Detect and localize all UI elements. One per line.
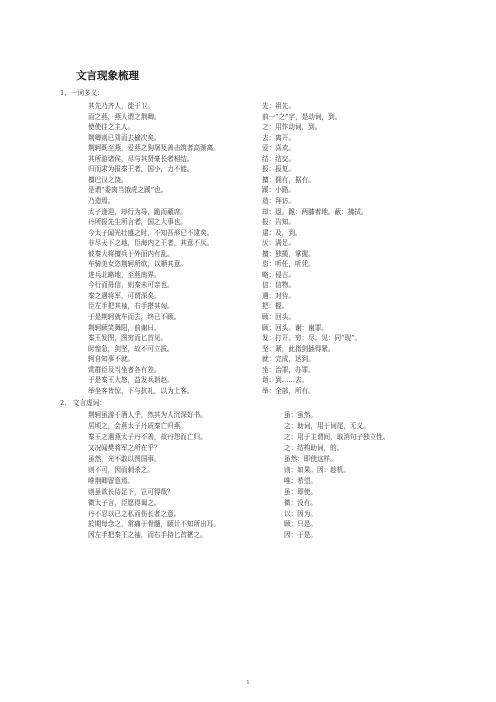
- example-sentence: 秦之遇将军，可谓深矣。: [88, 291, 161, 300]
- word-explanation: 信：信物。: [262, 281, 295, 290]
- list-item: [0, 290, 496, 300]
- list-item: [0, 258, 496, 268]
- example-sentence: 微太子言，臣愿得谒之。: [88, 498, 161, 507]
- list-item: [0, 111, 496, 121]
- word-explanation: 擅：独揽，掌握。: [262, 249, 315, 258]
- word-explanation: 却：退。跪：两膝着地。蔽：拂拭。: [262, 207, 368, 216]
- example-sentence: 秦王发图，图穷而匕首见。: [88, 334, 168, 343]
- list-item: [0, 431, 496, 441]
- example-sentence: 于是荆轲就车而去，终已不顾。: [88, 313, 181, 321]
- list-item: [0, 300, 496, 310]
- word-explanation: 之：用作动词，到。: [262, 123, 322, 132]
- list-item: [0, 453, 496, 463]
- list-item: [0, 508, 496, 518]
- example-sentence: 荆轲虽游于酒人乎，然其为人沉深好书。: [88, 411, 207, 420]
- word-explanation: 顾：只是。: [284, 520, 317, 529]
- list-item: [0, 248, 496, 258]
- example-sentence: 今太子闻光壮盛之时，不知吾形已不逮矣。: [88, 228, 214, 237]
- example-sentence: 於期每念之，常痛于骨髓，顾计不知所出耳。: [88, 520, 220, 529]
- example-sentence: 因左手把秦王之袖，而右手持匕首揕之。: [88, 531, 207, 540]
- example-sentence: 其先乃齐人，徙于卫。: [88, 102, 154, 110]
- word-explanation: 之：结构助词，的。: [284, 444, 344, 453]
- word-explanation: 先：祖先。: [262, 102, 295, 110]
- word-explanation: 造：拜访。: [262, 196, 295, 205]
- example-sentence: 乃造焉。: [88, 196, 115, 205]
- example-sentence: 又况闻樊将军之所在乎？: [88, 444, 161, 453]
- list-item: [0, 279, 496, 289]
- example-sentence: 则虽欲长侍足下，岂可得哉？: [88, 487, 174, 496]
- word-explanation: 之：用于主谓间，取消句子独立性。: [284, 433, 390, 442]
- word-explanation: 略：侵占。: [262, 270, 295, 279]
- example-sentence: 非尽天下之地，臣海内之王者，其意不厌。: [88, 239, 214, 248]
- example-sentence: 赏群臣及当坐者各有差。: [88, 365, 161, 374]
- example-sentence: 其所游诸侯，尽与其贤豪长者相结。: [88, 154, 194, 163]
- word-explanation: 发：打开。穷：尽。见：同“现”。: [262, 334, 362, 343]
- example-sentence: 时惶急，剑坚，故不可立拔。: [88, 344, 174, 353]
- word-explanation: 去：离开。: [262, 133, 295, 142]
- word-explanation: 之：助词，用于词尾，无义。: [284, 422, 370, 431]
- word-explanation: 厌：满足。: [262, 239, 295, 248]
- word-explanation: 遇：对待。: [262, 291, 295, 300]
- list-item: [0, 142, 496, 152]
- list-item: [0, 322, 496, 332]
- page-title: 文言现象梳理: [76, 70, 139, 82]
- example-sentence: 荆轲顾笑舞阳，前谢曰。: [88, 323, 161, 332]
- word-explanation: 顾：回头。: [262, 313, 295, 321]
- list-item: [0, 475, 496, 485]
- word-explanation: 虽然：即使这样。: [284, 455, 337, 463]
- word-explanation: 唯：希望。: [284, 476, 317, 485]
- example-sentence: 臣左手把其袖，右手揕其匈。: [88, 302, 174, 311]
- example-sentence: 举坐客皆惊，下与抗礼，以为上客。: [88, 386, 194, 395]
- list-item: [0, 174, 496, 184]
- word-explanation: 举：全部，所有。: [262, 386, 315, 395]
- page-number: 1: [246, 680, 250, 686]
- list-item: [0, 216, 496, 226]
- word-explanation: 因：于是。: [284, 531, 317, 540]
- example-sentence: 则不可，因而刺杀之。: [88, 465, 154, 474]
- word-explanation: 虽：即使。: [284, 487, 317, 496]
- word-explanation: 诣：到……去。: [262, 376, 309, 385]
- word-explanation: 坚：紧，此指剑插得紧。: [262, 344, 335, 353]
- example-sentence: 彼秦大将擅兵于外而内有乱。: [88, 249, 174, 258]
- list-item: [0, 364, 496, 374]
- list-item: [0, 153, 496, 163]
- example-sentence: 进兵北略地，至燕南界。: [88, 270, 161, 279]
- word-explanation: 则：如果。因：趁机。: [284, 465, 350, 474]
- word-explanation: 结：结交。: [262, 154, 295, 163]
- word-explanation: 报：报复。: [262, 165, 295, 174]
- example-sentence: 唯荆卿留意焉。: [88, 476, 135, 485]
- example-sentence: 使使往之主人。: [88, 123, 135, 132]
- list-item: [0, 343, 496, 353]
- example-sentence: 丹所报先生所言者，国之大事也。: [88, 218, 187, 227]
- list-item: [0, 184, 496, 194]
- list-item: [0, 100, 496, 110]
- word-explanation: 微：没有。: [284, 498, 317, 507]
- example-sentence: 荆轲既至燕，爱燕之狗屠及善击筑者高渐离。: [88, 144, 220, 153]
- example-sentence: 归而求为报秦王者，国小，力不能。: [88, 165, 194, 174]
- list-item: [0, 420, 496, 430]
- example-sentence: 车骑美女恣荆轲所欲，以顺其意。: [88, 260, 187, 269]
- example-sentence: 是谓“委肉当饿虎之蹊”也。: [88, 186, 168, 195]
- list-item: [0, 353, 496, 363]
- example-sentence: 而之燕，燕人谓之荆卿。: [88, 112, 161, 121]
- word-explanation: 蹊：小路。: [262, 186, 295, 195]
- example-sentence: 太子逢迎，却行为导，跪而蔽席。: [88, 207, 187, 216]
- list-item: [0, 409, 496, 419]
- list-item: [0, 464, 496, 474]
- word-explanation: 恣：听任，听凭。: [262, 260, 315, 269]
- list-item: [0, 237, 496, 247]
- list-item: [0, 132, 496, 142]
- word-explanation: 把：握。: [262, 302, 289, 311]
- list-item: [0, 529, 496, 539]
- word-explanation: 爱：喜欢。: [262, 144, 295, 153]
- list-item: [0, 518, 496, 528]
- example-sentence: 轲自知事不就。: [88, 355, 135, 364]
- word-explanation: 以：因为。: [284, 509, 317, 518]
- example-sentence: 擅巴汉之饶。: [88, 175, 128, 184]
- list-item: [0, 227, 496, 237]
- example-sentence: 秦王之遇燕太子丹不善，故丹怨而亡归。: [88, 433, 207, 442]
- word-explanation: 坐：治罪，办罪。: [262, 365, 315, 374]
- example-sentence: 荆卿则已驾而去榆次矣。: [88, 133, 161, 142]
- list-item: [0, 374, 496, 384]
- list-item: [0, 497, 496, 507]
- word-explanation: 逮：及，到。: [262, 228, 302, 237]
- list-item: [0, 269, 496, 279]
- list-item: [0, 385, 496, 395]
- list-item: [0, 486, 496, 496]
- example-sentence: 丹不忍以已之私而伤长者之意。: [88, 509, 181, 518]
- word-explanation: 报：告知。: [262, 218, 295, 227]
- list-item: [0, 442, 496, 452]
- word-explanation: 顾：回头。谢：谢罪。: [262, 323, 328, 332]
- example-sentence: 于是秦王大怒，益发兵诣赵。: [88, 376, 174, 385]
- list-item: [0, 332, 496, 342]
- section-heading-function-words: 2、 文言虚词：: [60, 399, 106, 408]
- list-item: [0, 195, 496, 205]
- list-item: [0, 163, 496, 173]
- section-heading-polysemy: 1、一词多义：: [60, 89, 104, 97]
- word-explanation: 擅：拥有，据有。: [262, 175, 315, 184]
- example-sentence: 今行而毋信，则秦未可亲也。: [88, 281, 174, 290]
- example-sentence: 居顷之，会燕太子丹质秦亡归燕。: [88, 422, 187, 431]
- list-item: [0, 121, 496, 131]
- word-explanation: 虽：虽然。: [284, 411, 317, 420]
- list-item: [0, 311, 496, 321]
- word-explanation: 就：完成，达到。: [262, 355, 315, 364]
- example-sentence: 虽然，光不敢以图国事。: [88, 455, 161, 463]
- list-item: [0, 206, 496, 216]
- word-explanation: 前一“之”字，是动词，到。: [262, 112, 342, 121]
